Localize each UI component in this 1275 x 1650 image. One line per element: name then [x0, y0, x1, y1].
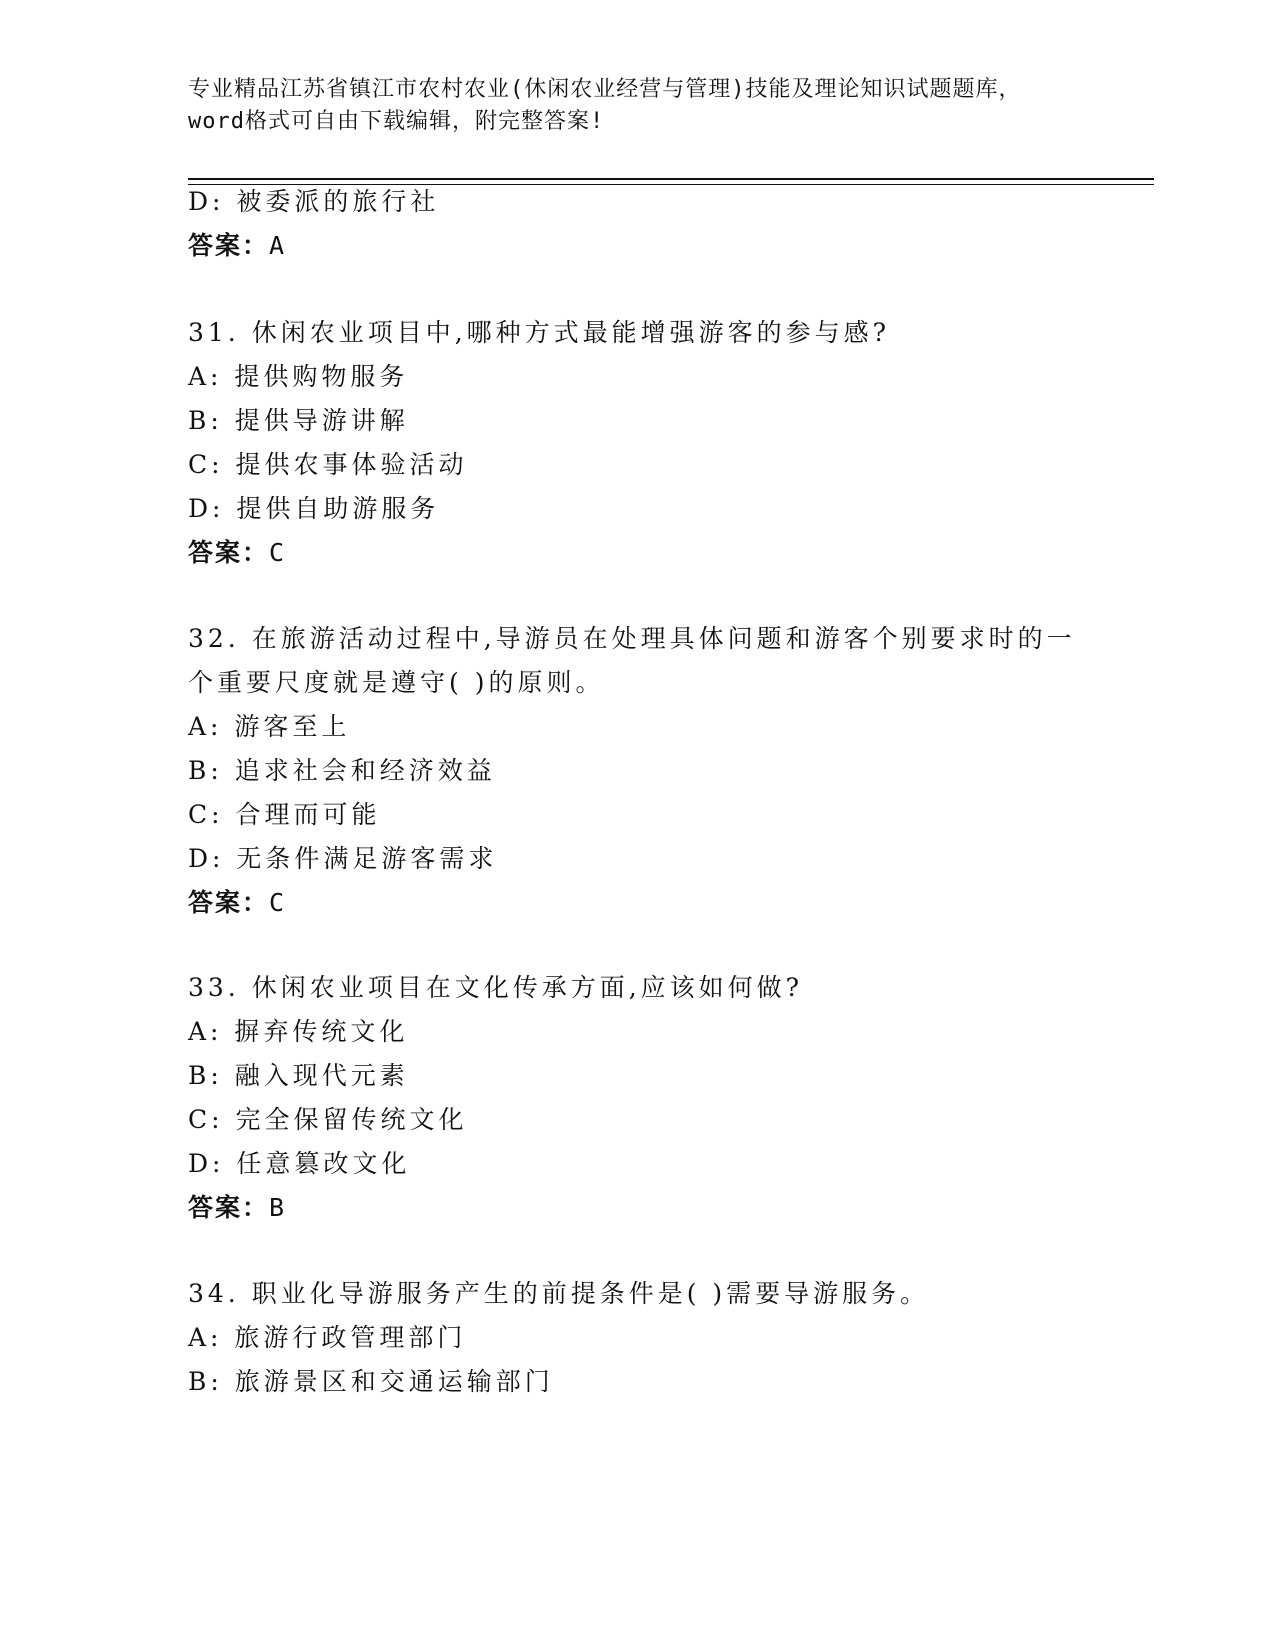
- question-32-option-b: B: 追求社会和经济效益: [188, 756, 496, 785]
- answer-value: B: [269, 1193, 285, 1222]
- question-33-stem: 33. 休闲农业项目在文化传承方面,应该如何做?: [188, 973, 804, 1002]
- header-divider-thin: [188, 184, 1154, 185]
- question-32-stem-line1: 32. 在旅游活动过程中,导游员在处理具体问题和游客个别要求时的一: [188, 624, 1076, 653]
- prev-answer: [188, 230, 284, 262]
- question-34-option-b: B: 旅游景区和交通运输部门: [188, 1367, 554, 1396]
- answer-value: A: [269, 231, 285, 260]
- question-33-option-a: A: 摒弃传统文化: [188, 1017, 409, 1046]
- question-33-answer: [188, 1192, 284, 1224]
- question-31-option-c: C: 提供农事体验活动: [188, 450, 468, 479]
- header-divider-thick: [188, 178, 1154, 180]
- answer-label: 答案：: [188, 538, 270, 567]
- answer-value: C: [269, 538, 285, 567]
- header-title-line1: 专业精品江苏省镇江市农村农业(休闲农业经营与管理)技能及理论知识试题题库，: [188, 77, 1022, 102]
- answer-label: 答案：: [188, 231, 270, 260]
- question-33-option-b: B: 融入现代元素: [188, 1061, 409, 1090]
- answer-value: C: [269, 888, 285, 917]
- answer-label: 答案：: [188, 888, 270, 917]
- question-32-answer: [188, 887, 284, 919]
- question-31-option-d: D: 提供自助游服务: [188, 494, 440, 523]
- question-33-option-d: D: 任意篡改文化: [188, 1149, 411, 1178]
- document-header: [188, 74, 1088, 138]
- question-31-option-a: A: 提供购物服务: [188, 362, 409, 391]
- question-34-stem: 34. 职业化导游服务产生的前提条件是( )需要导游服务。: [188, 1279, 930, 1308]
- question-34-option-a: A: 旅游行政管理部门: [188, 1323, 467, 1352]
- question-31-answer: [188, 537, 284, 569]
- question-32-option-d: D: 无条件满足游客需求: [188, 844, 498, 873]
- question-32-option-c: C: 合理而可能: [188, 800, 381, 829]
- header-title-line2: word格式可自由下载编辑，附完整答案!: [188, 109, 605, 134]
- question-32-stem-line2: 个重要尺度就是遵守( )的原则。: [188, 668, 605, 697]
- prev-option-d: D: 被委派的旅行社: [188, 187, 440, 216]
- question-32-option-a: A: 游客至上: [188, 712, 351, 741]
- question-31-option-b: B: 提供导游讲解: [188, 406, 409, 435]
- question-31-stem: 31. 休闲农业项目中,哪种方式最能增强游客的参与感?: [188, 318, 891, 347]
- answer-label: 答案：: [188, 1193, 270, 1222]
- question-33-option-c: C: 完全保留传统文化: [188, 1105, 468, 1134]
